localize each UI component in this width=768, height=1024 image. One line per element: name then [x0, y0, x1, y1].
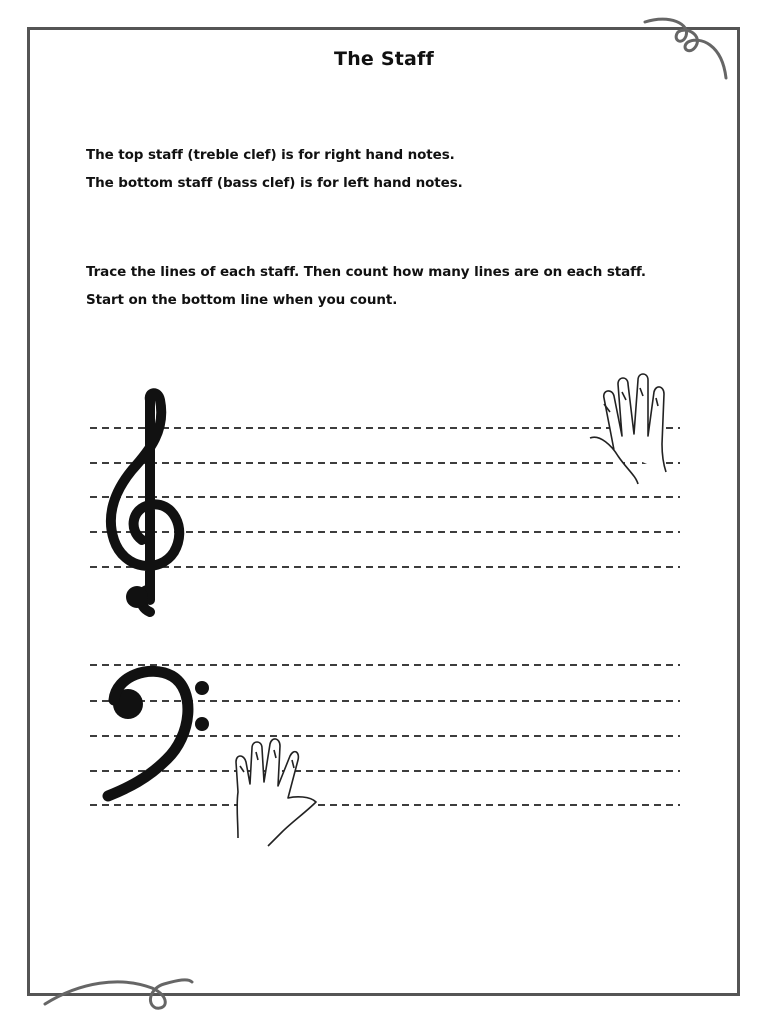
intro-line-bass: The bottom staff (bass clef) is for left hand notes.: [86, 175, 463, 191]
corner-flourish-top-right-icon: [645, 19, 726, 78]
instruction-line-trace: Trace the lines of each staff. Then count how many lines are on each staff.: [86, 264, 646, 280]
left-hand-icon: [236, 739, 316, 846]
treble-clef-icon: [111, 393, 179, 612]
page-title: The Staff: [334, 48, 434, 70]
right-hand-icon: [590, 374, 666, 484]
instruction-line-count: Start on the bottom line when you count.: [86, 292, 398, 308]
bass-clef-icon: [108, 671, 209, 796]
corner-flourish-bottom-left-icon: [45, 980, 192, 1008]
intro-line-treble: The top staff (treble clef) is for right hand notes.: [86, 147, 455, 163]
